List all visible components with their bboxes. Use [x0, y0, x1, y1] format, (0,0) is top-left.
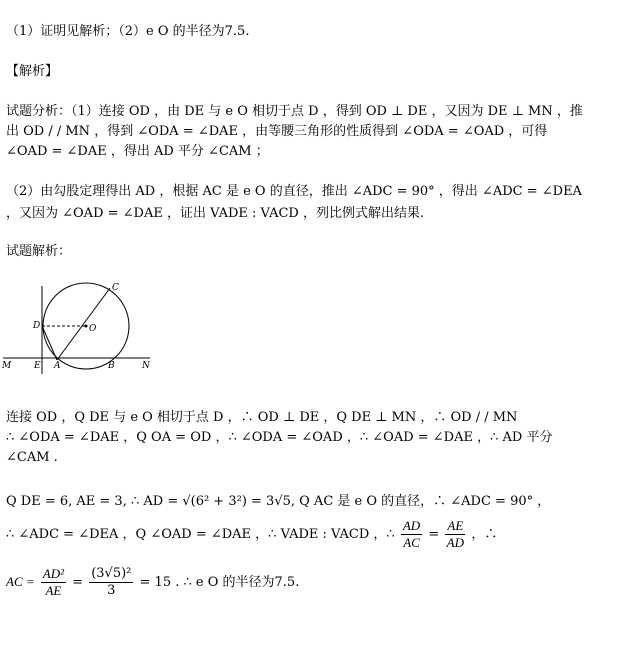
label-m: M [2, 361, 12, 371]
label-n: N [142, 361, 150, 371]
fraction-numerator: AD [402, 518, 421, 533]
solution-line-6 [6, 566, 299, 599]
fraction-ad-ac [401, 518, 422, 551]
equals-sign: = [428, 527, 440, 542]
solution-line-3: ∠CAM . [6, 450, 58, 465]
solution-line-1: 连接 OD ，Q DE 与 e O 相切于点 D ，∴ OD ⊥ DE ，Q DE ⊥ MN ，∴ OD / / MN [6, 410, 518, 425]
solution-line-5-tail: ，∴ [471, 527, 498, 542]
geometry-figure [0, 278, 160, 378]
fraction-ae-ad [445, 518, 465, 551]
fraction-ad2-ae [41, 566, 66, 599]
solution-line-5-text: ∴ ∠ADC = ∠DEA ，Q ∠OAD = ∠DAE ，∴ VADE : VACD ，∴ [6, 527, 395, 542]
fraction-denominator: 3 [107, 583, 116, 598]
analysis-line-5: ，又因为 ∠OAD = ∠DAE ，证出 VADE : VACD ，列比例式解出结果. [6, 206, 425, 221]
label-b: B [108, 361, 115, 371]
label-a: A [54, 361, 61, 371]
fraction-35sq-3 [89, 566, 133, 599]
label-c: C [112, 283, 119, 293]
fraction-denominator: AE [45, 583, 62, 598]
answer-line: （1）证明见解析；（2）e O 的半径为7.5. [6, 24, 250, 39]
fraction-numerator: AD² [42, 566, 65, 581]
label-o: O [89, 324, 97, 334]
fraction-numerator: (3√5)² [91, 566, 132, 581]
analysis-line-4: （2）由勾股定理得出 AD ，根据 AC 是 e O 的直径，推出 ∠ADC = 90° ，得出 ∠ADC = ∠DEA [6, 184, 582, 199]
fraction-denominator: AC [403, 535, 420, 550]
ac-label: AC = [6, 574, 35, 589]
solution-heading: 试题解析： [6, 244, 72, 259]
analysis-line-3: ∠OAD = ∠DAE ，得出 AD 平分 ∠CAM ； [6, 144, 269, 159]
solution-line-2: ∴ ∠ODA = ∠DAE ，Q OA = OD ，∴ ∠ODA = ∠OAD ，∴ ∠OAD = ∠DAE ，∴ AD 平分 [6, 430, 553, 445]
point-o [85, 325, 88, 328]
equals-sign: = [72, 575, 84, 590]
analysis-line-1: 试题分析：（1）连接 OD ，由 DE 与 e O 相切于点 D ，得到 OD ⊥ DE ，又因为 DE ⊥ MN ，推 [6, 104, 583, 119]
label-d: D [33, 321, 41, 331]
segment-ac [57, 288, 110, 360]
solution-line-5 [6, 518, 497, 551]
fraction-numerator: AE [447, 518, 464, 533]
final-answer: = 15 . ∴ e O 的半径为7.5. [139, 575, 300, 590]
label-e: E [34, 361, 41, 371]
analysis-heading: 【解析】 [6, 64, 59, 79]
segment-ad [42, 326, 57, 360]
solution-line-4: Q DE = 6, AE = 3, ∴ AD = √(6² + 3²) = 3√5, Q AC 是 e O 的直径，∴ ∠ADC = 90° ， [6, 494, 551, 509]
analysis-line-2: 出 OD / / MN ，得到 ∠ODA = ∠DAE ，由等腰三角形的性质得到 ∠ODA = ∠OAD ，可得 [6, 124, 548, 139]
fraction-denominator: AD [446, 535, 464, 550]
